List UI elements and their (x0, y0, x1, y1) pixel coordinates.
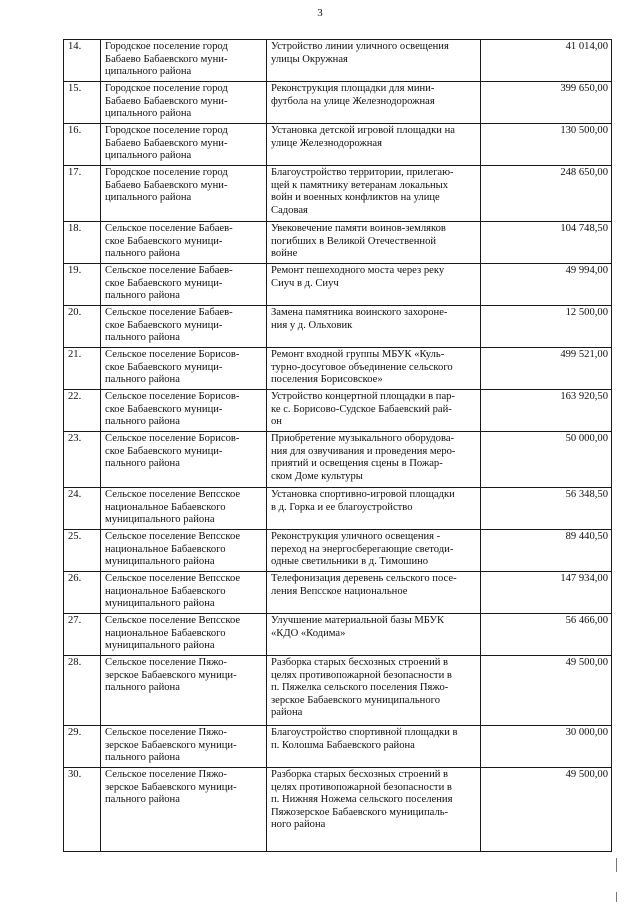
settlement-name-cell (101, 166, 267, 222)
row-number: 26. (68, 573, 82, 584)
table-row (64, 124, 612, 166)
amount-value-cell (481, 264, 612, 306)
settlement-name: Сельское поселение Бабаев- ское Бабаевского муници- пального района (105, 307, 233, 344)
project-description-cell (267, 124, 481, 166)
amount-value-cell (481, 768, 612, 852)
settlement-name: Сельское поселение Бабаев- ское Бабаевского муници- пального района (105, 223, 233, 260)
scan-mark (616, 892, 617, 902)
project-description: Увековечение памяти воинов-земляков погибших в Великой Отечественной войне (271, 223, 446, 260)
amount-value-cell (481, 166, 612, 222)
table-row (64, 656, 612, 726)
amount-value: 89 440,50 (565, 531, 608, 542)
amount-value: 30 000,00 (565, 727, 608, 738)
row-number: 16. (68, 125, 82, 136)
row-number: 27. (68, 615, 82, 626)
project-description-cell (267, 390, 481, 432)
settlement-name-cell (101, 432, 267, 488)
table-row (64, 614, 612, 656)
scan-mark (616, 858, 617, 872)
settlement-name-cell (101, 488, 267, 530)
amount-value: 147 934,00 (560, 573, 608, 584)
amount-value: 12 500,00 (565, 307, 608, 318)
row-number: 30. (68, 769, 82, 780)
table-row (64, 40, 612, 82)
row-number-cell (64, 348, 101, 390)
table-row (64, 306, 612, 348)
project-description: Телефонизация деревень сельского посе- ления Вепсское национальное (271, 573, 457, 597)
settlement-name: Сельское поселение Пяжо- зерское Бабаевского муници- пального района (105, 769, 237, 806)
row-number: 25. (68, 531, 82, 542)
table-row (64, 166, 612, 222)
amount-value: 50 000,00 (565, 433, 608, 444)
table-row (64, 82, 612, 124)
row-number-cell (64, 432, 101, 488)
project-description-cell (267, 82, 481, 124)
project-description-cell (267, 530, 481, 572)
settlement-name-cell (101, 40, 267, 82)
settlement-name: Сельское поселение Бабаев- ское Бабаевского муници- пального района (105, 265, 233, 302)
row-number: 28. (68, 657, 82, 668)
row-number-cell (64, 390, 101, 432)
table-row (64, 488, 612, 530)
settlement-name-cell (101, 656, 267, 726)
settlement-name-cell (101, 530, 267, 572)
projects-table-body (64, 40, 612, 852)
settlement-name-cell (101, 264, 267, 306)
row-number: 18. (68, 223, 82, 234)
amount-value-cell (481, 390, 612, 432)
amount-value: 163 920,50 (560, 391, 608, 402)
row-number: 24. (68, 489, 82, 500)
row-number: 19. (68, 265, 82, 276)
project-description: Устройство концертной площадки в пар- ке с. Борисово-Судское Бабаевский рай- он (271, 391, 455, 428)
row-number-cell (64, 726, 101, 768)
settlement-name: Городское поселение город Бабаево Бабаевского муни- ципального района (105, 83, 228, 120)
settlement-name: Городское поселение город Бабаево Бабаевского муни- ципального района (105, 167, 228, 204)
row-number-cell (64, 530, 101, 572)
project-description: Установка детской игровой площадки на улице Железнодорожная (271, 125, 455, 149)
project-description-cell (267, 348, 481, 390)
project-description: Реконструкция площадки для мини- футбола на улице Железнодорожная (271, 83, 435, 107)
settlement-name: Сельское поселение Борисов- ское Бабаевского муници- пального района (105, 391, 240, 428)
amount-value-cell (481, 530, 612, 572)
project-description: Благоустройство спортивной площадки в п. Колошма Бабаевского района (271, 727, 458, 751)
project-description: Ремонт входной группы МБУК «Куль- турно-досуговое объединение сельского поселения Борисовское» (271, 349, 453, 386)
amount-value-cell (481, 348, 612, 390)
project-description-cell (267, 432, 481, 488)
project-description-cell (267, 222, 481, 264)
project-description: Ремонт пешеходного моста через реку Сиуч в д. Сиуч (271, 265, 445, 289)
settlement-name-cell (101, 306, 267, 348)
settlement-name-cell (101, 124, 267, 166)
settlement-name-cell (101, 390, 267, 432)
settlement-name: Сельское поселение Вепсское национальное Бабаевского муниципального района (105, 489, 241, 526)
row-number: 15. (68, 83, 82, 94)
project-description: Устройство линии уличного освещения улицы Окружная (271, 41, 449, 65)
settlement-name: Городское поселение город Бабаево Бабаевского муни- ципального района (105, 125, 228, 162)
settlement-name: Сельское поселение Борисов- ское Бабаевского муници- пального района (105, 349, 240, 386)
amount-value: 56 348,50 (565, 489, 608, 500)
amount-value: 399 650,00 (560, 83, 608, 94)
amount-value: 248 650,00 (560, 167, 608, 178)
amount-value-cell (481, 726, 612, 768)
amount-value-cell (481, 222, 612, 264)
table-row (64, 432, 612, 488)
project-description: Благоустройство территории, прилегаю- щей к памятнику ветеранам локальных войн и военных конфликтов на улице Садовая (271, 167, 454, 216)
amount-value: 56 466,00 (565, 615, 608, 626)
amount-value-cell (481, 82, 612, 124)
row-number-cell (64, 572, 101, 614)
settlement-name: Сельское поселение Борисов- ское Бабаевского муници- пального района (105, 433, 240, 470)
settlement-name: Сельское поселение Пяжо- зерское Бабаевского муници- пального района (105, 727, 237, 764)
table-row (64, 222, 612, 264)
settlement-name-cell (101, 222, 267, 264)
table-row (64, 348, 612, 390)
table-row (64, 768, 612, 852)
amount-value: 130 500,00 (560, 125, 608, 136)
project-description-cell (267, 726, 481, 768)
settlement-name-cell (101, 614, 267, 656)
settlement-name-cell (101, 768, 267, 852)
row-number-cell (64, 82, 101, 124)
amount-value-cell (481, 306, 612, 348)
row-number-cell (64, 40, 101, 82)
settlement-name: Сельское поселение Пяжо- зерское Бабаевского муници- пального района (105, 657, 237, 694)
amount-value: 49 500,00 (565, 769, 608, 780)
project-description-cell (267, 264, 481, 306)
settlement-name: Сельское поселение Вепсское национальное Бабаевского муниципального района (105, 531, 241, 568)
settlement-name-cell (101, 726, 267, 768)
amount-value-cell (481, 40, 612, 82)
settlement-name: Сельское поселение Вепсское национальное Бабаевского муниципального района (105, 615, 241, 652)
page-number: 3 (317, 7, 323, 19)
row-number-cell (64, 768, 101, 852)
table-row (64, 264, 612, 306)
row-number: 17. (68, 167, 82, 178)
row-number: 23. (68, 433, 82, 444)
project-description-cell (267, 572, 481, 614)
row-number: 22. (68, 391, 82, 402)
project-description-cell (267, 166, 481, 222)
table-row (64, 726, 612, 768)
row-number-cell (64, 614, 101, 656)
row-number-cell (64, 488, 101, 530)
settlement-name-cell (101, 572, 267, 614)
amount-value-cell (481, 572, 612, 614)
project-description-cell (267, 488, 481, 530)
amount-value: 104 748,50 (560, 223, 608, 234)
settlement-name-cell (101, 348, 267, 390)
project-description-cell (267, 656, 481, 726)
amount-value-cell (481, 432, 612, 488)
project-description-cell (267, 768, 481, 852)
amount-value: 49 994,00 (565, 265, 608, 276)
settlement-name-cell (101, 82, 267, 124)
row-number-cell (64, 656, 101, 726)
table-row (64, 572, 612, 614)
project-description: Замена памятника воинского захороне- ния у д. Ольховик (271, 307, 448, 331)
row-number: 20. (68, 307, 82, 318)
project-description-cell (267, 40, 481, 82)
row-number-cell (64, 124, 101, 166)
project-description: Разборка старых бесхозных строений в целях противопожарной безопасности в п. Нижняя Ножема сельского поселения Пяжозерское Бабаевского муниципаль- ного района (271, 769, 453, 831)
settlement-name: Сельское поселение Вепсское национальное Бабаевского муниципального района (105, 573, 241, 610)
project-description: Реконструкция уличного освещения - переход на энергосберегающие светоди- одные светильники в д. Тимошино (271, 531, 454, 568)
amount-value-cell (481, 656, 612, 726)
amount-value: 499 521,00 (560, 349, 608, 360)
row-number-cell (64, 166, 101, 222)
row-number: 14. (68, 41, 82, 52)
project-description-cell (267, 306, 481, 348)
row-number-cell (64, 306, 101, 348)
settlement-name: Городское поселение город Бабаево Бабаевского муни- ципального района (105, 41, 228, 78)
project-description: Установка спортивно-игровой площадки в д. Горка и ее благоустройство (271, 489, 455, 513)
project-description: Разборка старых бесхозных строений в целях противопожарной безопасности в п. Пяжелка сельского поселения Пяжо- зерское Бабаевского муниципального района (271, 657, 452, 719)
projects-table (63, 39, 612, 852)
project-description: Улучшение материальной базы МБУК «КДО «Кодима» (271, 615, 445, 639)
amount-value-cell (481, 614, 612, 656)
table-row (64, 390, 612, 432)
table-row (64, 530, 612, 572)
project-description: Приобретение музыкального оборудова- ния для озвучивания и проведения меро- приятий и освещения сцены в Пожар- ском Доме культуры (271, 433, 456, 482)
amount-value: 49 500,00 (565, 657, 608, 668)
row-number: 29. (68, 727, 82, 738)
amount-value-cell (481, 124, 612, 166)
row-number-cell (64, 222, 101, 264)
amount-value-cell (481, 488, 612, 530)
row-number-cell (64, 264, 101, 306)
amount-value: 41 014,00 (565, 41, 608, 52)
project-description-cell (267, 614, 481, 656)
row-number: 21. (68, 349, 82, 360)
